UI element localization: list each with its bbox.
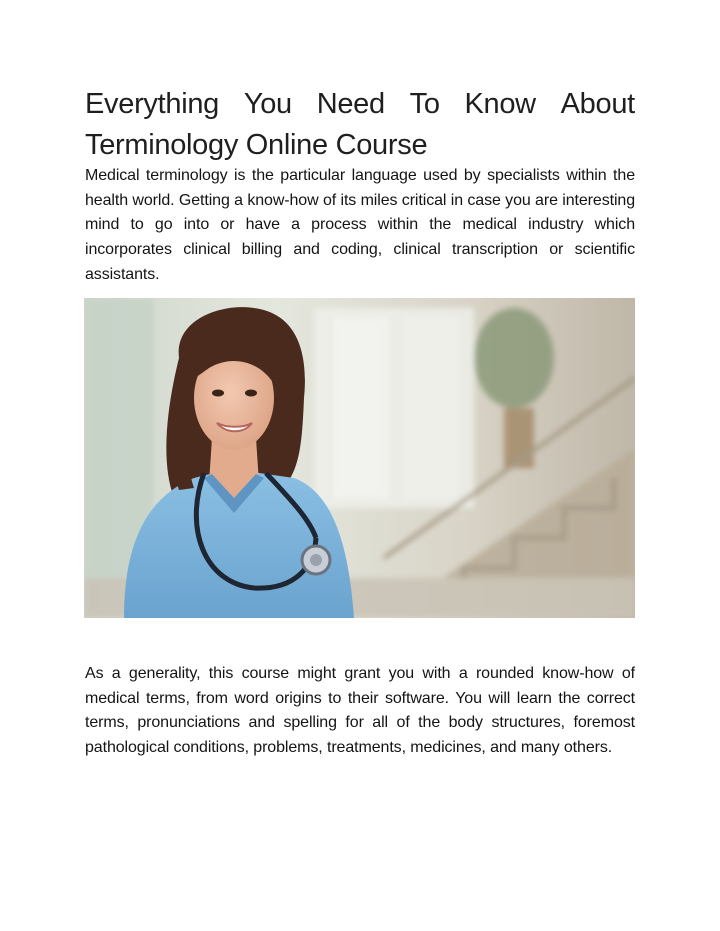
title-word: You — [243, 88, 292, 120]
body-paragraph: As a generality, this course might grant you with a rounded know-how of medical terms, from word origins to their software. You will learn the correct terms, pronunciations and spelling for all of the body structures, foremost pathological conditions, problems, treatments, medicines, and many others. — [85, 665, 635, 757]
title-word: To — [409, 88, 440, 120]
article-title — [85, 84, 635, 166]
intro-paragraph: Medical terminology is the particular language used by specialists within the health world. Getting a know-how of its miles critical in case you are interesting mind to go into or have a process within the medical industry which incorporates clinical billing and coding, clinical transcription or scientific assistants. — [85, 167, 635, 283]
title-line-1 — [85, 84, 635, 125]
nurse-photo — [84, 298, 635, 618]
title-word: About — [560, 88, 635, 120]
title-line-2: Terminology Online Course — [85, 129, 428, 161]
title-word: Everything — [85, 88, 220, 120]
title-word: Know — [464, 88, 536, 120]
title-word: Need — [316, 88, 385, 120]
